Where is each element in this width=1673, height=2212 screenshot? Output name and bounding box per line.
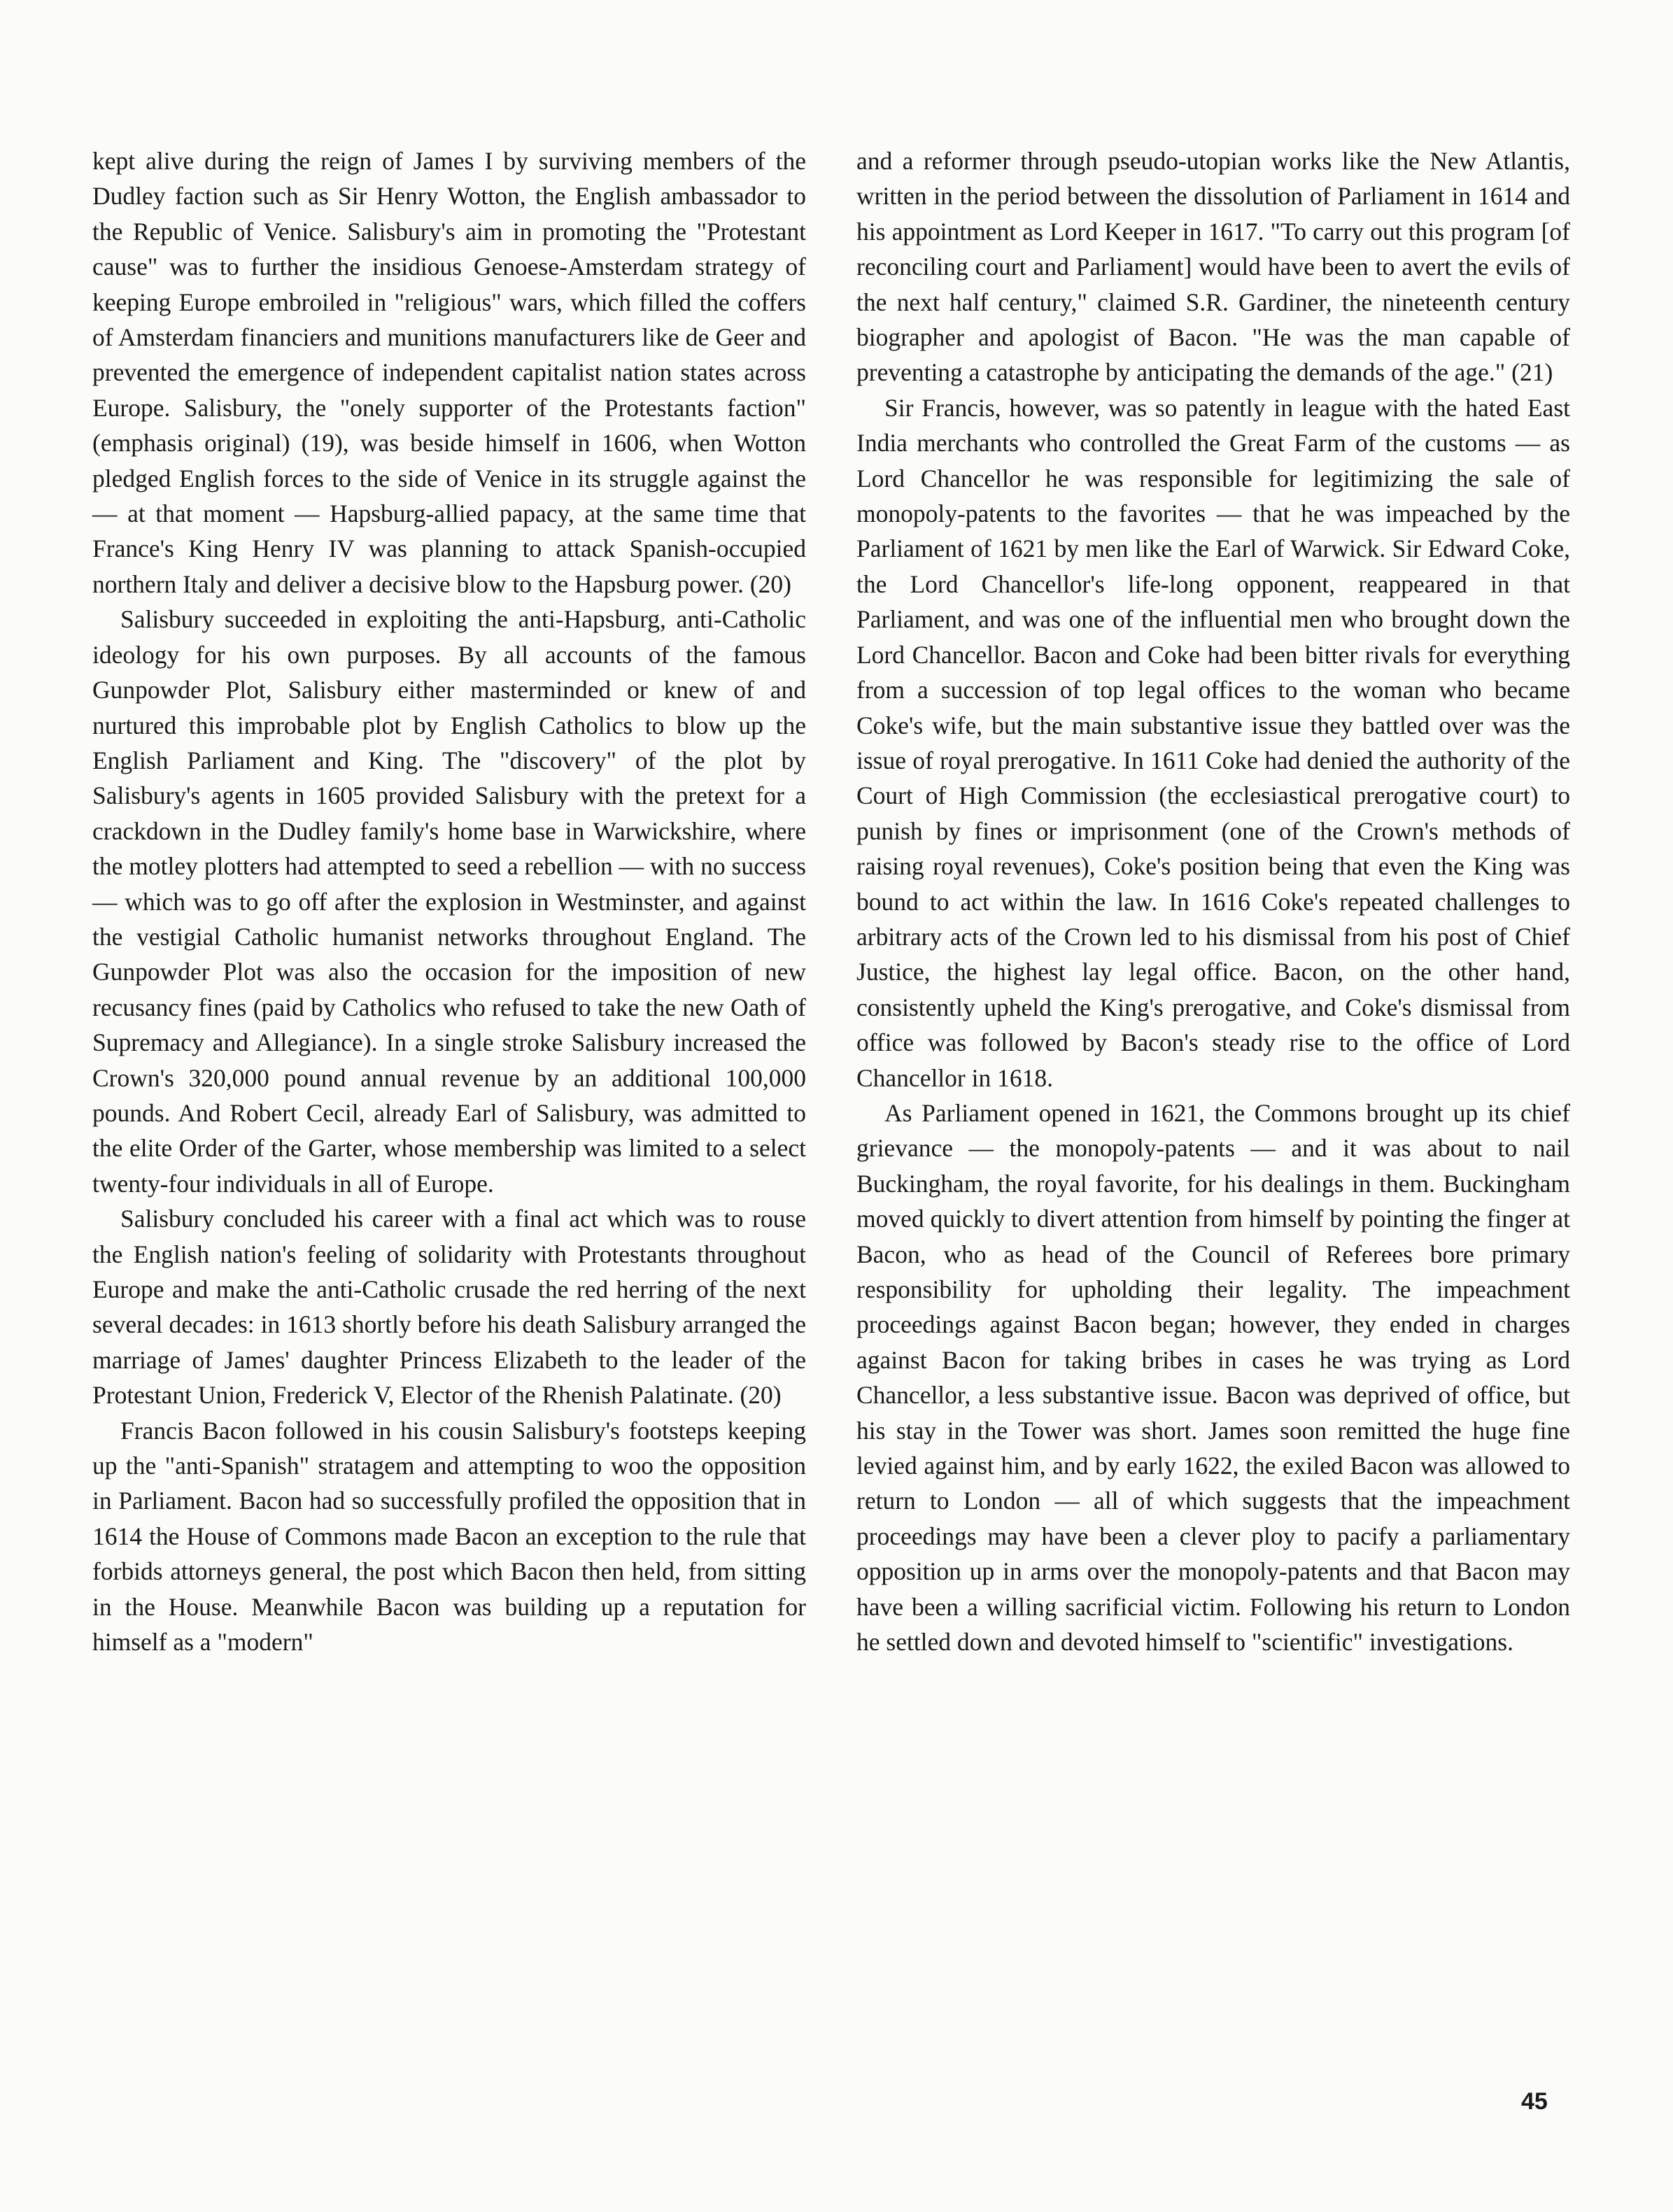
left-paragraph-2: Salisbury succeeded in exploiting the anti-Hapsburg, anti-Catholic ideology for his own purposes. By all accounts of the famous Gunpowder Plot, Salisbury either masterminded or knew of and nurtured this improbable plot by English Catholics to blow up the English Parliament and King. The "discovery" of the plot by Salisbury's agents in 1605 provided Salisbury with the pretext for a crackdown in the Dudley family's home base in Warwickshire, where the motley plotters had attempted to seed a rebellion — with no success — which was to go off after the explosion in Westminster, and against the vestigial Catholic humanist networks throughout England. The Gunpowder Plot was also the occasion for the imposition of new recusancy fines (paid by Catholics who refused to take the new Oath of Supremacy and Allegiance). In a single stroke Salisbury increased the Crown's 320,000 pound annual revenue by an additional 100,000 pounds. And Robert Cecil, already Earl of Salisbury, was admitted to the elite Order of the Garter, whose membership was limited to a select twenty-four individuals in all of Europe.	[92, 605, 806, 1198]
left-paragraph-1: kept alive during the reign of James I by surviving members of the Dudley faction such as Sir Henry Wotton, the English ambassador to the Republic of Venice. Salisbury's aim in promoting the "Protestant cause" was to further the insidious Genoese-Amsterdam strategy of keeping Europe embroiled in "religious" wars, which filled the coffers of Amsterdam financiers and munitions manufacturers like de Geer and prevented the emergence of independent capitalist nation states across Europe. Salisbury, the "onely supporter of the Protestants faction" (emphasis original) (19), was beside himself in 1606, when Wotton pledged English forces to the side of Venice in its struggle against the — at that moment — Hapsburg-allied papacy, at the same time that France's King Henry IV was planning to attack Spanish-occupied northern Italy and deliver a decisive blow to the Hapsburg power. (20)	[92, 147, 806, 598]
right-paragraph-3: As Parliament opened in 1621, the Commons brought up its chief grievance — the monopoly-patents — and it was about to nail Buckingham, the royal favorite, for his dealings in them. Buckingham moved quickly to divert attention from himself by pointing the finger at Bacon, who as head of the Council of Referees bore primary responsibility for upholding their legality. The impeachment proceedings against Bacon began; however, they ended in charges against Bacon for taking bribes in cases he was trying as Lord Chancellor, a less substantive issue. Bacon was deprived of office, but his stay in the Tower was short. James soon remitted the huge fine levied against him, and by early 1622, the exiled Bacon was allowed to return to London — all of which suggests that the impeachment proceedings may have been a clever ploy to pacify a parliamentary opposition up in arms over the monopoly-patents and that Bacon may have been a willing sacrificial victim. Following his return to London he settled down and devoted himself to "scientific" investigations.	[856, 1098, 1570, 1657]
left-paragraph-4: Francis Bacon followed in his cousin Salisbury's footsteps keeping up the "anti-Spanish" stratagem and attempting to woo the opposition in Parliament. Bacon had so successfully profiled the opposition that in 1614 the House of Commons made Bacon an exception to the rule that forbids attorneys general, the post which Bacon then held, from sitting in the House. Meanwhile Bacon was building up a reputation for himself as a "modern"	[92, 1416, 806, 1657]
left-column	[92, 143, 806, 1659]
left-paragraph-3: Salisbury concluded his career with a final act which was to rouse the English nation's feeling of solidarity with Protestants throughout Europe and make the anti-Catholic crusade the red herring of the next several decades: in 1613 shortly before his death Salisbury arranged the marriage of James' daughter Princess Elizabeth to the leader of the Protestant Union, Frederick V, Elector of the Rhenish Palatinate. (20)	[92, 1205, 806, 1410]
page-number: 45	[1521, 2088, 1548, 2115]
right-paragraph-1: and a reformer through pseudo-utopian works like the New Atlantis, written in the period between the dissolution of Parliament in 1614 and his appointment as Lord Keeper in 1617. "To carry out this program [of reconciling court and Parliament] would have been to avert the evils of the next half century," claimed S.R. Gardiner, the nineteenth century biographer and apologist of Bacon. "He was the man capable of preventing a catastrophe by anticipating the demands of the age." (21)	[856, 147, 1570, 387]
right-column	[856, 143, 1570, 1659]
right-paragraph-2: Sir Francis, however, was so patently in league with the hated East India merchants who controlled the Great Farm of the customs — as Lord Chancellor he was responsible for legitimizing the sale of monopoly-patents to the favorites — that he was impeached by the Parliament of 1621 by men like the Earl of Warwick. Sir Edward Coke, the Lord Chancellor's life-long opponent, reappeared in that Parliament, and was one of the influential men who brought down the Lord Chancellor. Bacon and Coke had been bitter rivals for everything from a succession of top legal offices to the woman who became Coke's wife, but the main substantive issue they battled over was the issue of royal prerogative. In 1611 Coke had denied the authority of the Court of High Commission (the ecclesiastical prerogative court) to punish by fines or imprisonment (one of the Crown's methods of raising royal revenues), Coke's position being that even the King was bound to act within the law. In 1616 Coke's repeated challenges to arbitrary acts of the Crown led to his dismissal from his post of Chief Justice, the highest lay legal office. Bacon, on the other hand, consistently upheld the King's prerogative, and Coke's dismissal from office was followed by Bacon's steady rise to the office of Lord Chancellor in 1618.	[856, 393, 1570, 1092]
